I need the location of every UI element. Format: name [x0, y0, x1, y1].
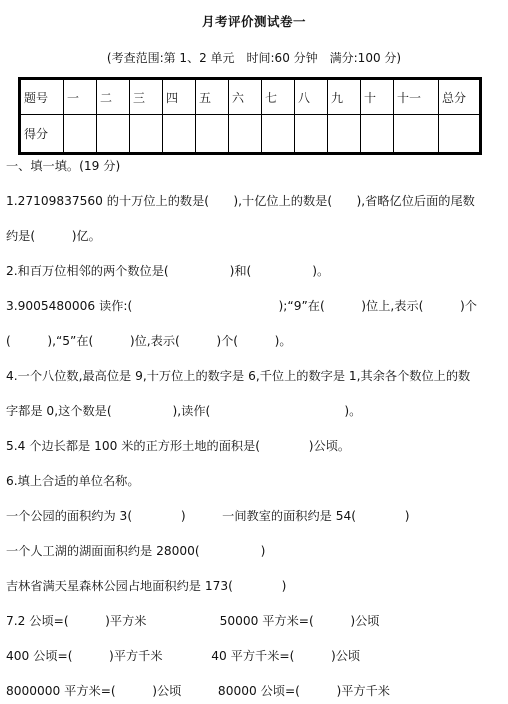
- question-line: 1.27109837560 的十万位上的数是( ),十亿位上的数是( ),省略亿位后面的尾数: [6, 194, 475, 208]
- header-cell: 三: [130, 79, 163, 115]
- header-cell: 五: [196, 79, 229, 115]
- header-cell: 八: [295, 79, 328, 115]
- header-cell: 总分: [439, 79, 481, 115]
- question-line: 4.一个八位数,最高位是 9,十万位上的数字是 6,千位上的数字是 1,其余各个数位上的数: [6, 369, 471, 383]
- score-cell[interactable]: [295, 115, 328, 154]
- question-line: 字都是 0,这个数是( ),读作( )。: [6, 404, 362, 418]
- header-cell: 一: [64, 79, 97, 115]
- score-table-score-row: [20, 115, 481, 154]
- score-cell[interactable]: [229, 115, 262, 154]
- score-cell[interactable]: [64, 115, 97, 154]
- question-line: 5.4 个边长都是 100 米的正方形土地的面积是( )公顷。: [6, 439, 351, 453]
- score-cell[interactable]: [130, 115, 163, 154]
- question-line: ( ),“5”在( )位,表示( )个( )。: [6, 334, 292, 348]
- score-cell[interactable]: [97, 115, 130, 154]
- score-cell[interactable]: [196, 115, 229, 154]
- header-cell: 九: [328, 79, 361, 115]
- header-cell: 题号: [20, 79, 64, 115]
- score-table: [18, 77, 482, 155]
- question-line: 8000000 平方米=( )公顷 80000 公顷=( )平方千米: [6, 684, 390, 698]
- question-line: 6.填上合适的单位名称。: [6, 474, 140, 488]
- question-line: 3.9005480006 读作:( );“9”在( )位上,表示( )个: [6, 299, 477, 313]
- header-cell: 四: [163, 79, 196, 115]
- header-cell: 七: [262, 79, 295, 115]
- score-cell[interactable]: [262, 115, 295, 154]
- header-cell: 十: [361, 79, 394, 115]
- question-line: 一个公园的面积约为 3( ) 一间教室的面积约是 54( ): [6, 509, 410, 523]
- question-line: 约是( )亿。: [6, 229, 101, 243]
- question-line: 400 公顷=( )平方千米 40 平方千米=( )公顷: [6, 649, 361, 663]
- header-cell: 十一: [394, 79, 439, 115]
- header-cell: 二: [97, 79, 130, 115]
- question-line: 一个人工湖的湖面面积约是 28000( ): [6, 544, 266, 558]
- question-line: 7.2 公顷=( )平方米 50000 平方米=( )公顷: [6, 614, 380, 628]
- score-cell[interactable]: [394, 115, 439, 154]
- question-line: 2.和百万位相邻的两个数位是( )和( )。: [6, 264, 330, 278]
- header-cell: 六: [229, 79, 262, 115]
- score-table-header-row: [20, 79, 481, 115]
- section-heading: 一、填一填。(19 分): [6, 159, 121, 173]
- exam-info: (考查范围:第 1、2 单元 时间:60 分钟 满分:100 分): [106, 51, 402, 65]
- score-cell[interactable]: [328, 115, 361, 154]
- score-cell[interactable]: [361, 115, 394, 154]
- page-title: 月考评价测试卷一: [201, 14, 306, 29]
- score-cell[interactable]: [439, 115, 481, 154]
- score-row-label: 得分: [20, 115, 64, 154]
- score-cell[interactable]: [163, 115, 196, 154]
- question-line: 吉林省满天星森林公园占地面积约是 173( ): [6, 579, 287, 593]
